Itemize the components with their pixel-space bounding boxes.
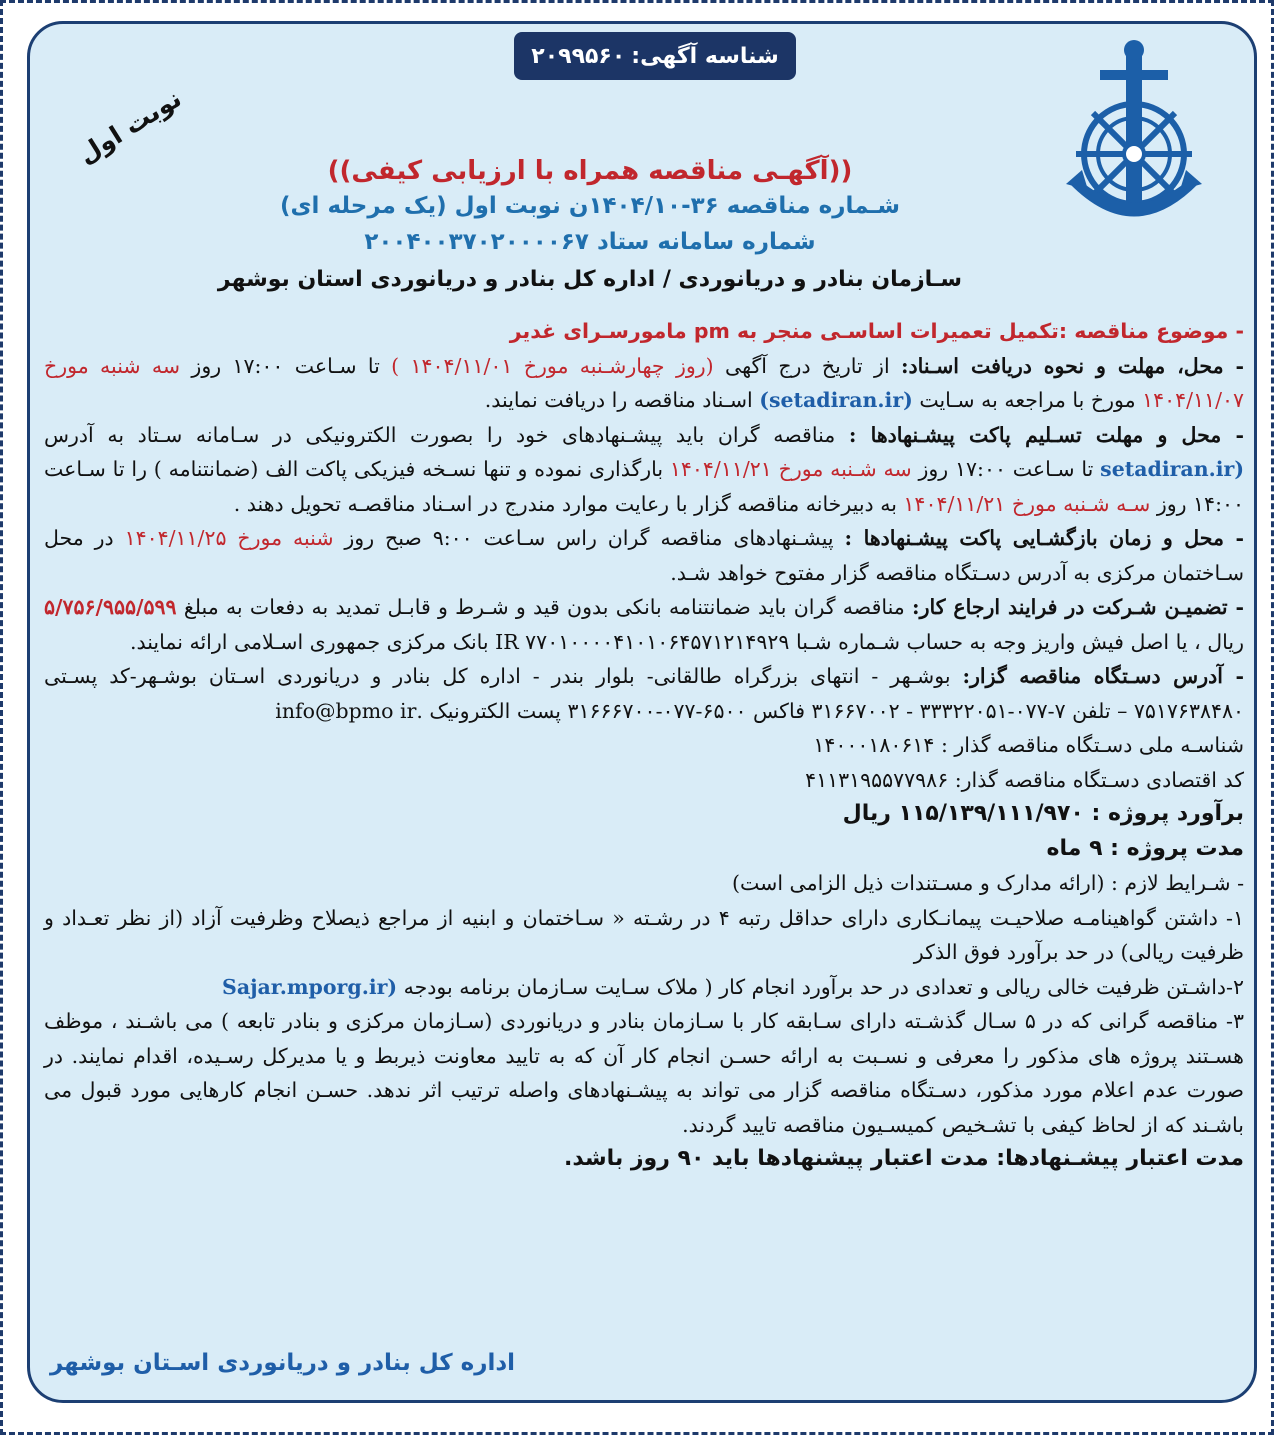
first-round-stamp: نوبت اول	[73, 83, 187, 170]
docs-date-start: (روز چهارشـنبه مورخ ۱۴۰۴/۱۱/۰۱ )	[391, 353, 714, 378]
organization-name: سـازمان بنادر و دریانوردی / اداره کل بنادر و دریانوردی استان بوشهر	[217, 267, 963, 292]
project-estimate: برآورد پروژه : ۱۱۵/۱۳۹/۱۱۱/۹۷۰ ریال	[842, 801, 1244, 826]
docs-label: - محل، مهلت و نحوه دریافت اسـناد:	[900, 353, 1245, 378]
project-duration: مدت پروژه : ۹ ماه	[1046, 835, 1244, 861]
submit-label: - محل و مهلت تسـلیم پاکت پیشـنهادها :	[848, 422, 1244, 447]
tender-subject: - موضوع مناقصه :تکمیل تعمیرات اساسـی منجر به pm مامورسـرای غدیر	[509, 319, 1244, 343]
ad-id-badge	[514, 32, 796, 80]
address-text: بوشـهر - انتهای بزرگراه طالقانی- بلوار بندر - اداره کل بنادر و دریانوردی اسـتان بوشـهر-کد پسـتی ۷۵۱۷۶۳۸۴۸۰ – تلفن ۷-۰۷۷-۳۳۳۲۲۰۵۱ - ۳۱۶۶۷۰۰۲ فاکس ۶۵۰۰-۰۷۷-۳۱۶۶۶۷۰۰ پست الکترونیک .info@bpmo ir	[44, 664, 1244, 723]
docs-date-end: سه شنبه مورخ ۱۴۰۴/۱۱/۰۷	[44, 353, 1244, 412]
opening-text-2: در محل سـاختمان مرکزی به آدرس دسـتگاه مناقصه گزار مفتوح خواهد شـد.	[44, 526, 1244, 585]
docs-text-2: تا سـاعت ۱۷:۰۰ روز	[180, 353, 392, 378]
submit-paragraph	[44, 418, 1244, 522]
conditions-intro: - شـرایط لازم : (ارائه مدارک و مسـتندات ذیل الزامی است)	[732, 871, 1244, 895]
guarantee-text-2: ریال ، یا اصل فیش واریز وجه به حساب شـماره شـبا IR ۷۷۰۱۰۰۰۰۴۱۰۱۰۶۴۵۷۱۲۱۴۹۲۹ بانک مرکزی جمهوری اسـلامی ارائه نمایند.	[129, 629, 1244, 654]
docs-text-4: اسـناد مناقصه را دریافت نمایند.	[484, 388, 760, 412]
footer-signature: اداره کل بنادر و دریانوردی اسـتان بوشهر	[50, 1350, 516, 1376]
submit-text-2: تا سـاعت ۱۷:۰۰ روز	[911, 457, 1101, 481]
guarantee-paragraph	[44, 590, 1244, 659]
guarantee-amount: ۵/۷۵۶/۹۵۵/۵۹۹	[44, 595, 177, 619]
title-block	[90, 154, 1090, 298]
address-paragraph	[44, 659, 1244, 728]
proposal-validity: مدت اعتبار پیشـنهادها: مدت اعتبار پیشنهادها باید ۹۰ روز باشد.	[563, 1146, 1244, 1171]
advert-panel	[27, 21, 1257, 1403]
opening-paragraph	[44, 521, 1244, 590]
guarantee-text-1: مناقصه گران باید ضمانتنامه بانکی بدون قید و شـرط و قابـل تمدید به دفعات به مبلغ	[176, 595, 913, 619]
docs-website-link[interactable]: (setadiran.ir)	[759, 388, 913, 412]
condition-2-text: ۲-داشـتن ظرفیت خالی ریالی و تعدادی در حد برآورد انجام کار ( ملاک سـایت سـازمان برنامه بودجه	[397, 974, 1244, 999]
advert-title: ((آگهـی مناقصه همراه با ارزیابی کیفی))	[327, 156, 853, 186]
sajar-website-link[interactable]: (Sajar.mporg.ir	[222, 974, 398, 999]
docs-paragraph	[44, 349, 1244, 418]
docs-text-1: از تاریخ درج آگهی	[713, 353, 901, 378]
condition-1: ۱- داشتن گواهینامـه صلاحیـت پیمانـکاری دارای حداقل رتبه ۴ در رشـته « سـاختمان و ابنیه از مراجع ذیصلاح وظرفیت آزاد (از نظر تعـداد و ظرفیت ریالی) در حد برآورد فوق الذکر	[44, 905, 1244, 964]
opening-text-1: پیشـنهادهای مناقصه گران راس سـاعت ۹:۰۰ صبح روز	[333, 526, 845, 550]
submit-text-3: بارگذاری نموده و تنها نسـخه فیزیکی پاکت الف (ضمانتنامه ) را تا سـاعت ۱۴:۰۰ روز	[44, 457, 1244, 516]
tender-number: شـماره مناقصه ۳۶-۱۴۰۴/۱۰ن نوبت اول (یک مرحله ای)	[279, 193, 901, 219]
docs-text-3: مورخ با مراجعه به سـایت	[912, 388, 1143, 412]
economic-code: کد اقتصادی دسـتگاه مناقصه گذار: ۴۱۱۳۱۹۵۵۷۷۹۸۶	[805, 767, 1244, 792]
submit-date-online: سه شـنبه مورخ ۱۴۰۴/۱۱/۲۱	[669, 457, 912, 481]
submit-website-link[interactable]: (setadiran.ir	[1100, 457, 1245, 481]
guarantee-label: - تضمیـن شـرکت در فرایند ارجاع کار:	[912, 595, 1244, 619]
submit-date-physical: سـه شـنبه مورخ ۱۴۰۴/۱۱/۲۱	[903, 491, 1151, 516]
national-id: شناسـه ملی دسـتگاه مناقصه گذار : ۱۴۰۰۰۱۸۰۶۱۴	[813, 733, 1244, 757]
advert-body	[44, 314, 1244, 1177]
opening-label: - محل و زمان بازگشـایی پاکت پیشـنهادها :	[844, 526, 1245, 550]
condition-2	[44, 970, 1244, 1005]
ad-id-label: شناسه آگهی:	[631, 43, 779, 69]
ad-id-value: ۲۰۹۹۵۶۰	[531, 43, 626, 69]
address-label: - آدرس دسـتگاه مناقصه گزار:	[962, 664, 1244, 688]
condition-3: ۳- مناقصه گرانی که در ۵ سـال گذشـته دارای سـابقه کار با سـازمان بنادر و دریانوردی (سـازمان مرکزی و بنادر تابعه ) می باشـند ، موظف هسـتند پروژه های مذکور را معرفی و نسـبت به ارائه حسـن انجام کار آن که به تایید معاونت ذیربط و یا مدیرکل رسـیده، اقدام نمایند. در صورت عدم اعلام مورد مذکور، دسـتگاه مناقصه گزار می تواند به پیشـنهادهای واصله ترتیب اثر ندهد. حسـن انجام کارهایی مورد قبول می باشـند که از لحاظ کیفی با تشـخیص کمیسـیون مناقصه تایید گردند.	[44, 1009, 1245, 1137]
opening-date: شنبه مورخ ۱۴۰۴/۱۱/۲۵	[124, 526, 334, 550]
submit-text-4: به دبیرخانه مناقصه گزار با رعایت موارد مندرج در اسـناد مناقصـه تحویل دهند .	[233, 491, 904, 516]
submit-text-1: مناقصه گران باید پیشـنهادهای خود را بصورت الکترونیکی در سـامانه سـتاد به آدرس	[44, 422, 849, 447]
setad-number: شماره سامانه ستاد ۲۰۰۴۰۰۳۷۰۲۰۰۰۰۶۷	[364, 229, 816, 255]
